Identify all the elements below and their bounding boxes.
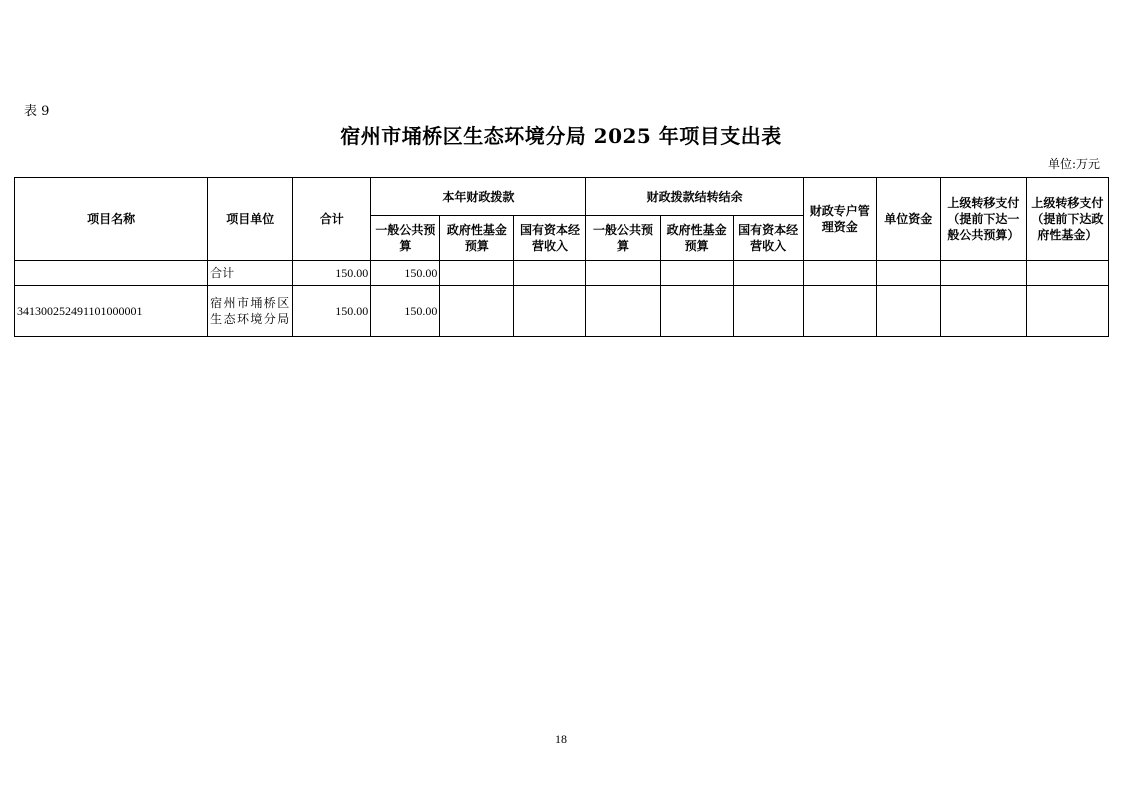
cell-special-fund <box>803 286 876 337</box>
cell-carryover-state-capital <box>733 286 803 337</box>
cell-project-name: 341300252491101000001 <box>15 286 208 337</box>
cell-total: 150.00 <box>293 286 371 337</box>
header-current-year-funding: 本年财政拨款 <box>371 178 586 216</box>
header-current-general-budget: 一般公共预算 <box>371 216 440 261</box>
cell-current-general: 150.00 <box>371 261 440 286</box>
header-current-gov-fund-budget: 政府性基金预算 <box>440 216 514 261</box>
project-expenditure-table <box>14 177 1109 337</box>
header-superior-transfer-general: 上级转移支付（提前下达一般公共预算） <box>940 178 1026 261</box>
header-unit-fund: 单位资金 <box>876 178 940 261</box>
cell-superior-gov-fund <box>1026 286 1108 337</box>
header-project-name: 项目名称 <box>15 178 208 261</box>
cell-current-gov-fund <box>440 261 514 286</box>
cell-current-state-capital <box>514 261 586 286</box>
cell-special-fund <box>803 261 876 286</box>
cell-superior-general <box>940 286 1026 337</box>
header-carryover-state-capital: 国有资本经营收入 <box>733 216 803 261</box>
cell-carryover-gov-fund <box>660 286 733 337</box>
cell-unit-fund <box>876 261 940 286</box>
cell-current-general: 150.00 <box>371 286 440 337</box>
table-row <box>15 286 1109 337</box>
cell-superior-gov-fund <box>1026 261 1108 286</box>
cell-current-gov-fund <box>440 286 514 337</box>
table-number: 表 9 <box>24 104 50 119</box>
cell-unit-fund <box>876 286 940 337</box>
unit-label: 单位:万元 <box>1047 157 1100 171</box>
header-carryover-general-budget: 一般公共预算 <box>586 216 660 261</box>
header-carryover-gov-fund-budget: 政府性基金预算 <box>660 216 733 261</box>
cell-total: 150.00 <box>293 261 371 286</box>
header-special-account-fund: 财政专户管理资金 <box>803 178 876 261</box>
cell-carryover-state-capital <box>733 261 803 286</box>
header-current-state-capital: 国有资本经营收入 <box>514 216 586 261</box>
header-project-unit: 项目单位 <box>208 178 293 261</box>
cell-carryover-gov-fund <box>660 261 733 286</box>
cell-project-unit: 宿州市埇桥区生态环境分局 <box>208 286 293 337</box>
cell-project-unit: 合计 <box>208 261 293 286</box>
page-title: 宿州市埇桥区生态环境分局 2025 年项目支出表 <box>340 124 782 148</box>
cell-superior-general <box>940 261 1026 286</box>
page-number: 18 <box>555 732 567 746</box>
header-total: 合计 <box>293 178 371 261</box>
header-superior-transfer-gov-fund: 上级转移支付（提前下达政府性基金） <box>1026 178 1108 261</box>
table-row-total <box>15 261 1109 286</box>
cell-current-state-capital <box>514 286 586 337</box>
header-carryover-funding: 财政拨款结转结余 <box>586 178 803 216</box>
cell-carryover-general <box>586 261 660 286</box>
cell-carryover-general <box>586 286 660 337</box>
cell-project-name <box>15 261 208 286</box>
